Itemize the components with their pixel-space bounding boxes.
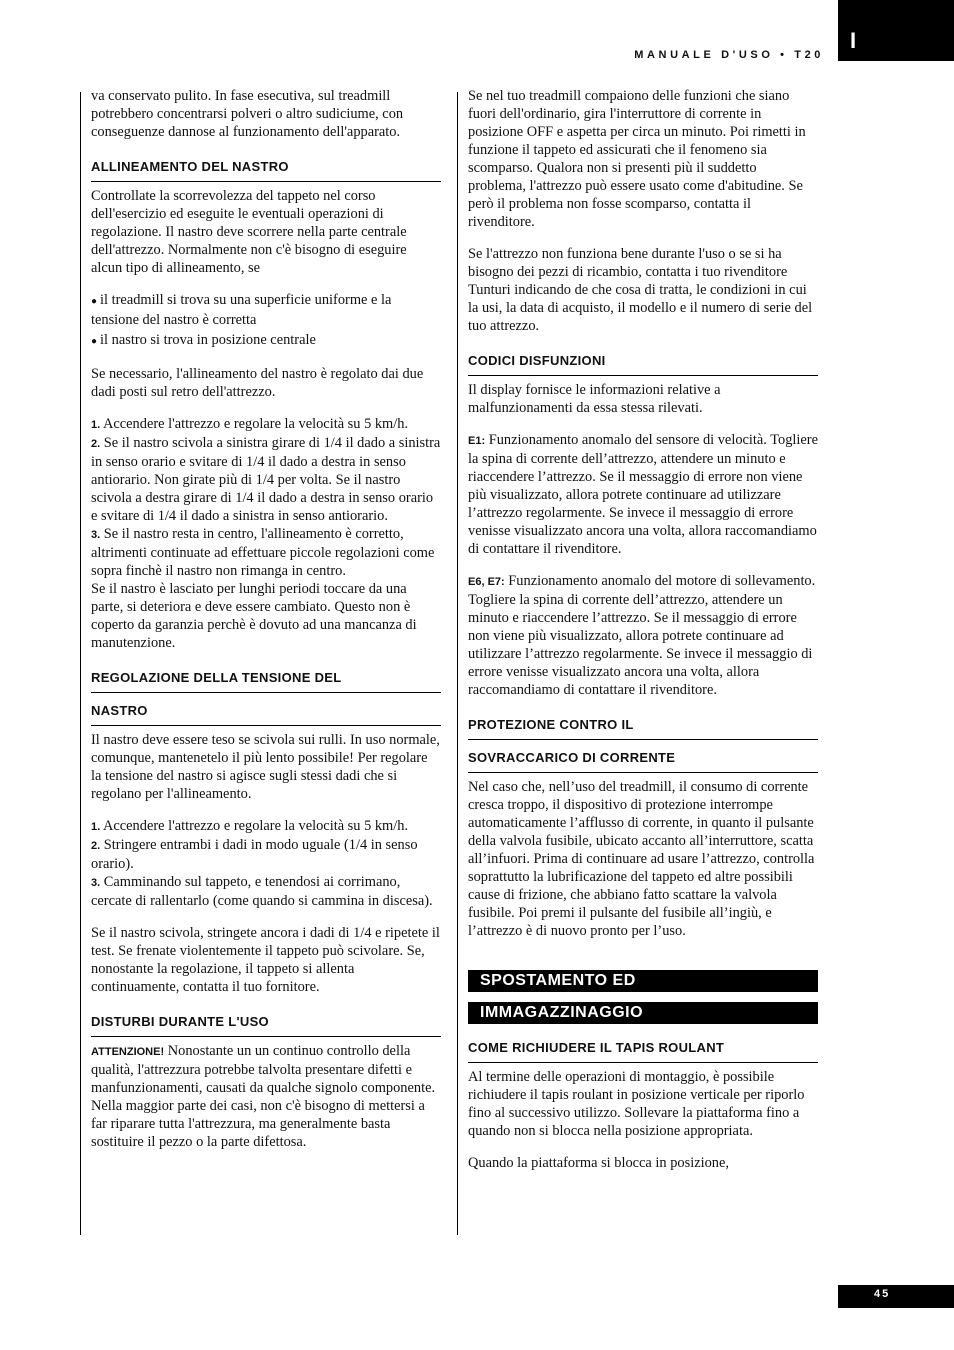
disturb-paragraph: ATTENZIONE! Nonostante un un continuo controllo della qualità, l'attrezzura potrebbe talvolta presentare difetti e manfunzionamenti, causati da qualche signolo componente. Nella maggior parte dei casi, non c'è bisogno di mettersi a far riparare tutta l'attrezzura, ma generalmente basta sostituire il pezzo o la parte difettosa. xyxy=(91,1043,436,1150)
disturb-heading: DISTURBI DURANTE L'USO xyxy=(91,1010,441,1037)
align-paragraph-1: Controllate la scorrevolezza del tappeto nel corso dell'esercizio ed eseguite le eventuali operazioni di regolazione. Il nastro deve scorrere nella parte centrale dell'attrezzo. Normalmente non c'è bisogno di eseguire alcun tipo di allineamento, se xyxy=(91,188,407,276)
tension-heading-line-2: NASTRO xyxy=(91,699,441,726)
align-bullet-2: ● il nastro si trova in posizione centrale xyxy=(91,331,441,351)
fold-paragraph-1: Al termine delle operazioni di montaggio, è possibile richiudere il tapis roulant in posizione verticale per riporlo fino al successivo utilizzo. Sollevare la piattaforma fino a quando non si blocca nella posizione appropriata. xyxy=(468,1069,805,1139)
page-number: 45 xyxy=(874,1288,891,1300)
attention-label: ATTENZIONE! xyxy=(91,1046,165,1058)
align-step-3: 3. Se il nastro resta in centro, l'allineamento è corretto, altrimenti continuate ad effettuare piccole regolazioni come sopra finchè il nastro non rimanga in centro. xyxy=(91,526,435,579)
move-heading-line-1: SPOSTAMENTO ED xyxy=(468,970,818,992)
fold-heading: COME RICHIUDERE IL TAPIS ROULANT xyxy=(468,1036,818,1063)
move-heading-line-2: IMMAGAZZINAGGIO xyxy=(468,1002,818,1024)
align-bullet-1: ● il treadmill si trova su una superficie uniforme e la tensione del nastro è corretta xyxy=(91,291,441,329)
overload-heading-line-1: PROTEZIONE CONTRO IL xyxy=(468,713,818,740)
align-heading: ALLINEAMENTO DEL NASTRO xyxy=(91,155,441,182)
tension-paragraph-1: Il nastro deve essere teso se scivola sui rulli. In uso normale, comunque, mantenetelo il più lento possibile! Per regolare la tensione del nastro si agisce sugli stessi dadi che si regolano per l'allineamento. xyxy=(91,732,440,802)
intro-paragraph: va conservato pulito. In fase esecutiva, sul treadmill potrebbero concentrarsi polveri o altro sudiciume, con conseguenze dannose al funzionamento dell'apparato. xyxy=(91,88,404,140)
page-number-box xyxy=(838,1285,954,1308)
overload-paragraph: Nel caso che, nell’uso del treadmill, il consumo di corrente cresca troppo, il dispositivo di protezione interrompe automaticamente l’afflusso di corrente, in quanto il pulsante della valvola fusibile, ubicato accanto all’interruttore, scatta all’infuori. Prima di continuare ad usare l’attrezzo, controlla soprattutto la lubrificazione del tappeto ed altre possibili cause di frizione, che abbiano fatto scattare la valvola fusibile. Poi premi il pulsante del fusibile all’ingiù, e l’attrezzo è di nuovo pronto per l’uso. xyxy=(468,779,815,939)
tension-step-3: 3. Camminando sul tappeto, e tenendosi ai corrimano, cercate di rallentarlo (come quando si cammina in discesa). xyxy=(91,874,433,909)
error-e1-label: E1: xyxy=(468,435,486,447)
error-e6-e7: E6, E7: Funzionamento anomalo del motore di sollevamento. Togliere la spina di corrente dell’attrezzo, attendere un minuto e riaccendere l’attrezzo. Se il messaggio di errore non viene più visualizzato, allora potrete continuare ad utilizzare l’attrezzo regolarmente. Se invece il messaggio di errore venisse visualizzato ancora una volta, allora raccomandiamo di contattare il rivenditore. xyxy=(468,573,816,698)
align-paragraph-2: Se necessario, l'allineamento del nastro è regolato dai due dadi posti sul retro dell'attrezzo. xyxy=(91,366,424,400)
error-e1: E1: Funzionamento anomalo del sensore di velocità. Togliere la spina di corrente dell’attrezzo, attendere un minuto e riaccendere l’attrezzo. Se il messaggio di errore non viene più visualizzato, allora potrete continuare ad utilizzare l’attrezzo regolarmente. Se invece il messaggio di errore venisse visualizzato ancora una volta, allora raccomandiamo di contattare il rivenditore. xyxy=(468,432,818,557)
align-steps xyxy=(91,415,441,580)
align-bullet-list xyxy=(91,291,441,351)
left-column-rule xyxy=(80,92,81,1235)
align-step-2: 2. Se il nastro scivola a sinistra girare di 1/4 il dado a sinistra in senso orario e svitare di 1/4 il dado a destra in senso antiorario. Non girate più di 1/4 per volta. Se il nastro scivola a destra girare di 1/4 il dado a destra in senso orario e svitare di 1/4 il dado a sinistra in senso antiorario. xyxy=(91,435,441,524)
language-tab-label: I xyxy=(850,28,857,53)
tension-paragraph-2: Se il nastro scivola, stringete ancora i dadi di 1/4 e ripetete il test. Se frenate violentemente il tappeto può scivolare. Se, nonostante la regolazione, il tappeto si allenta continuamente, contatta il tuo fornitore. xyxy=(91,925,440,995)
right-column-rule xyxy=(457,92,458,1235)
faults-paragraph-1: Se nel tuo treadmill compaiono delle funzioni che siano fuori dell'ordinario, gira l'interruttore di corrente in posizione OFF e aspetta per circa un minuto. Poi rimetti in funzione il tappeto ed assicurati che il fenomeno sia scomparso. Qualora non si presenti più il suddetto problema, l'attrezzo può essere usato come d'abitudine. Se però il problema non fosse scomparso, contatta il rivenditore. xyxy=(468,88,806,230)
tension-step-2: 2. Stringere entrambi i dadi in modo uguale (1/4 in senso orario). xyxy=(91,837,418,872)
codes-heading: CODICI DISFUNZIONI xyxy=(468,349,818,376)
fold-paragraph-2: Quando la piattaforma si blocca in posizione, xyxy=(468,1155,729,1171)
left-column xyxy=(91,87,441,1165)
running-header: MANUALE D'USO • T20 xyxy=(634,49,824,61)
error-e6-label: E6, E7: xyxy=(468,576,505,588)
overload-heading-line-2: SOVRACCARICO DI CORRENTE xyxy=(468,746,818,773)
align-step-1: 1. Accendere l'attrezzo e regolare la velocità su 5 km/h. xyxy=(91,416,409,432)
tension-steps xyxy=(91,817,441,910)
tension-heading-line-1: REGOLAZIONE DELLA TENSIONE DEL xyxy=(91,666,441,693)
tension-step-1: 1. Accendere l'attrezzo e regolare la velocità su 5 km/h. xyxy=(91,818,409,834)
faults-paragraph-2: Se l'attrezzo non funziona bene durante l'uso o se si ha bisogno dei pezzi di ricambio, contatta i tuo rivenditore Tunturi indicando de che cosa di tratta, le condizioni in cui la usi, la data di acquisto, il modello e il numero di serie del tuo attrezzo. xyxy=(468,246,813,334)
codes-intro: Il display fornisce le informazioni relative a malfunzionamenti da essa stessa rilevati. xyxy=(468,382,721,416)
align-paragraph-3: Se il nastro è lasciato per lunghi periodi toccare da una parte, si deteriora e deve essere cambiato. Questo non è coperto da garanzia perchè è dovuto ad una mancanza di manutenzione. xyxy=(91,581,417,651)
right-column xyxy=(468,87,818,1186)
language-tab xyxy=(838,0,954,61)
